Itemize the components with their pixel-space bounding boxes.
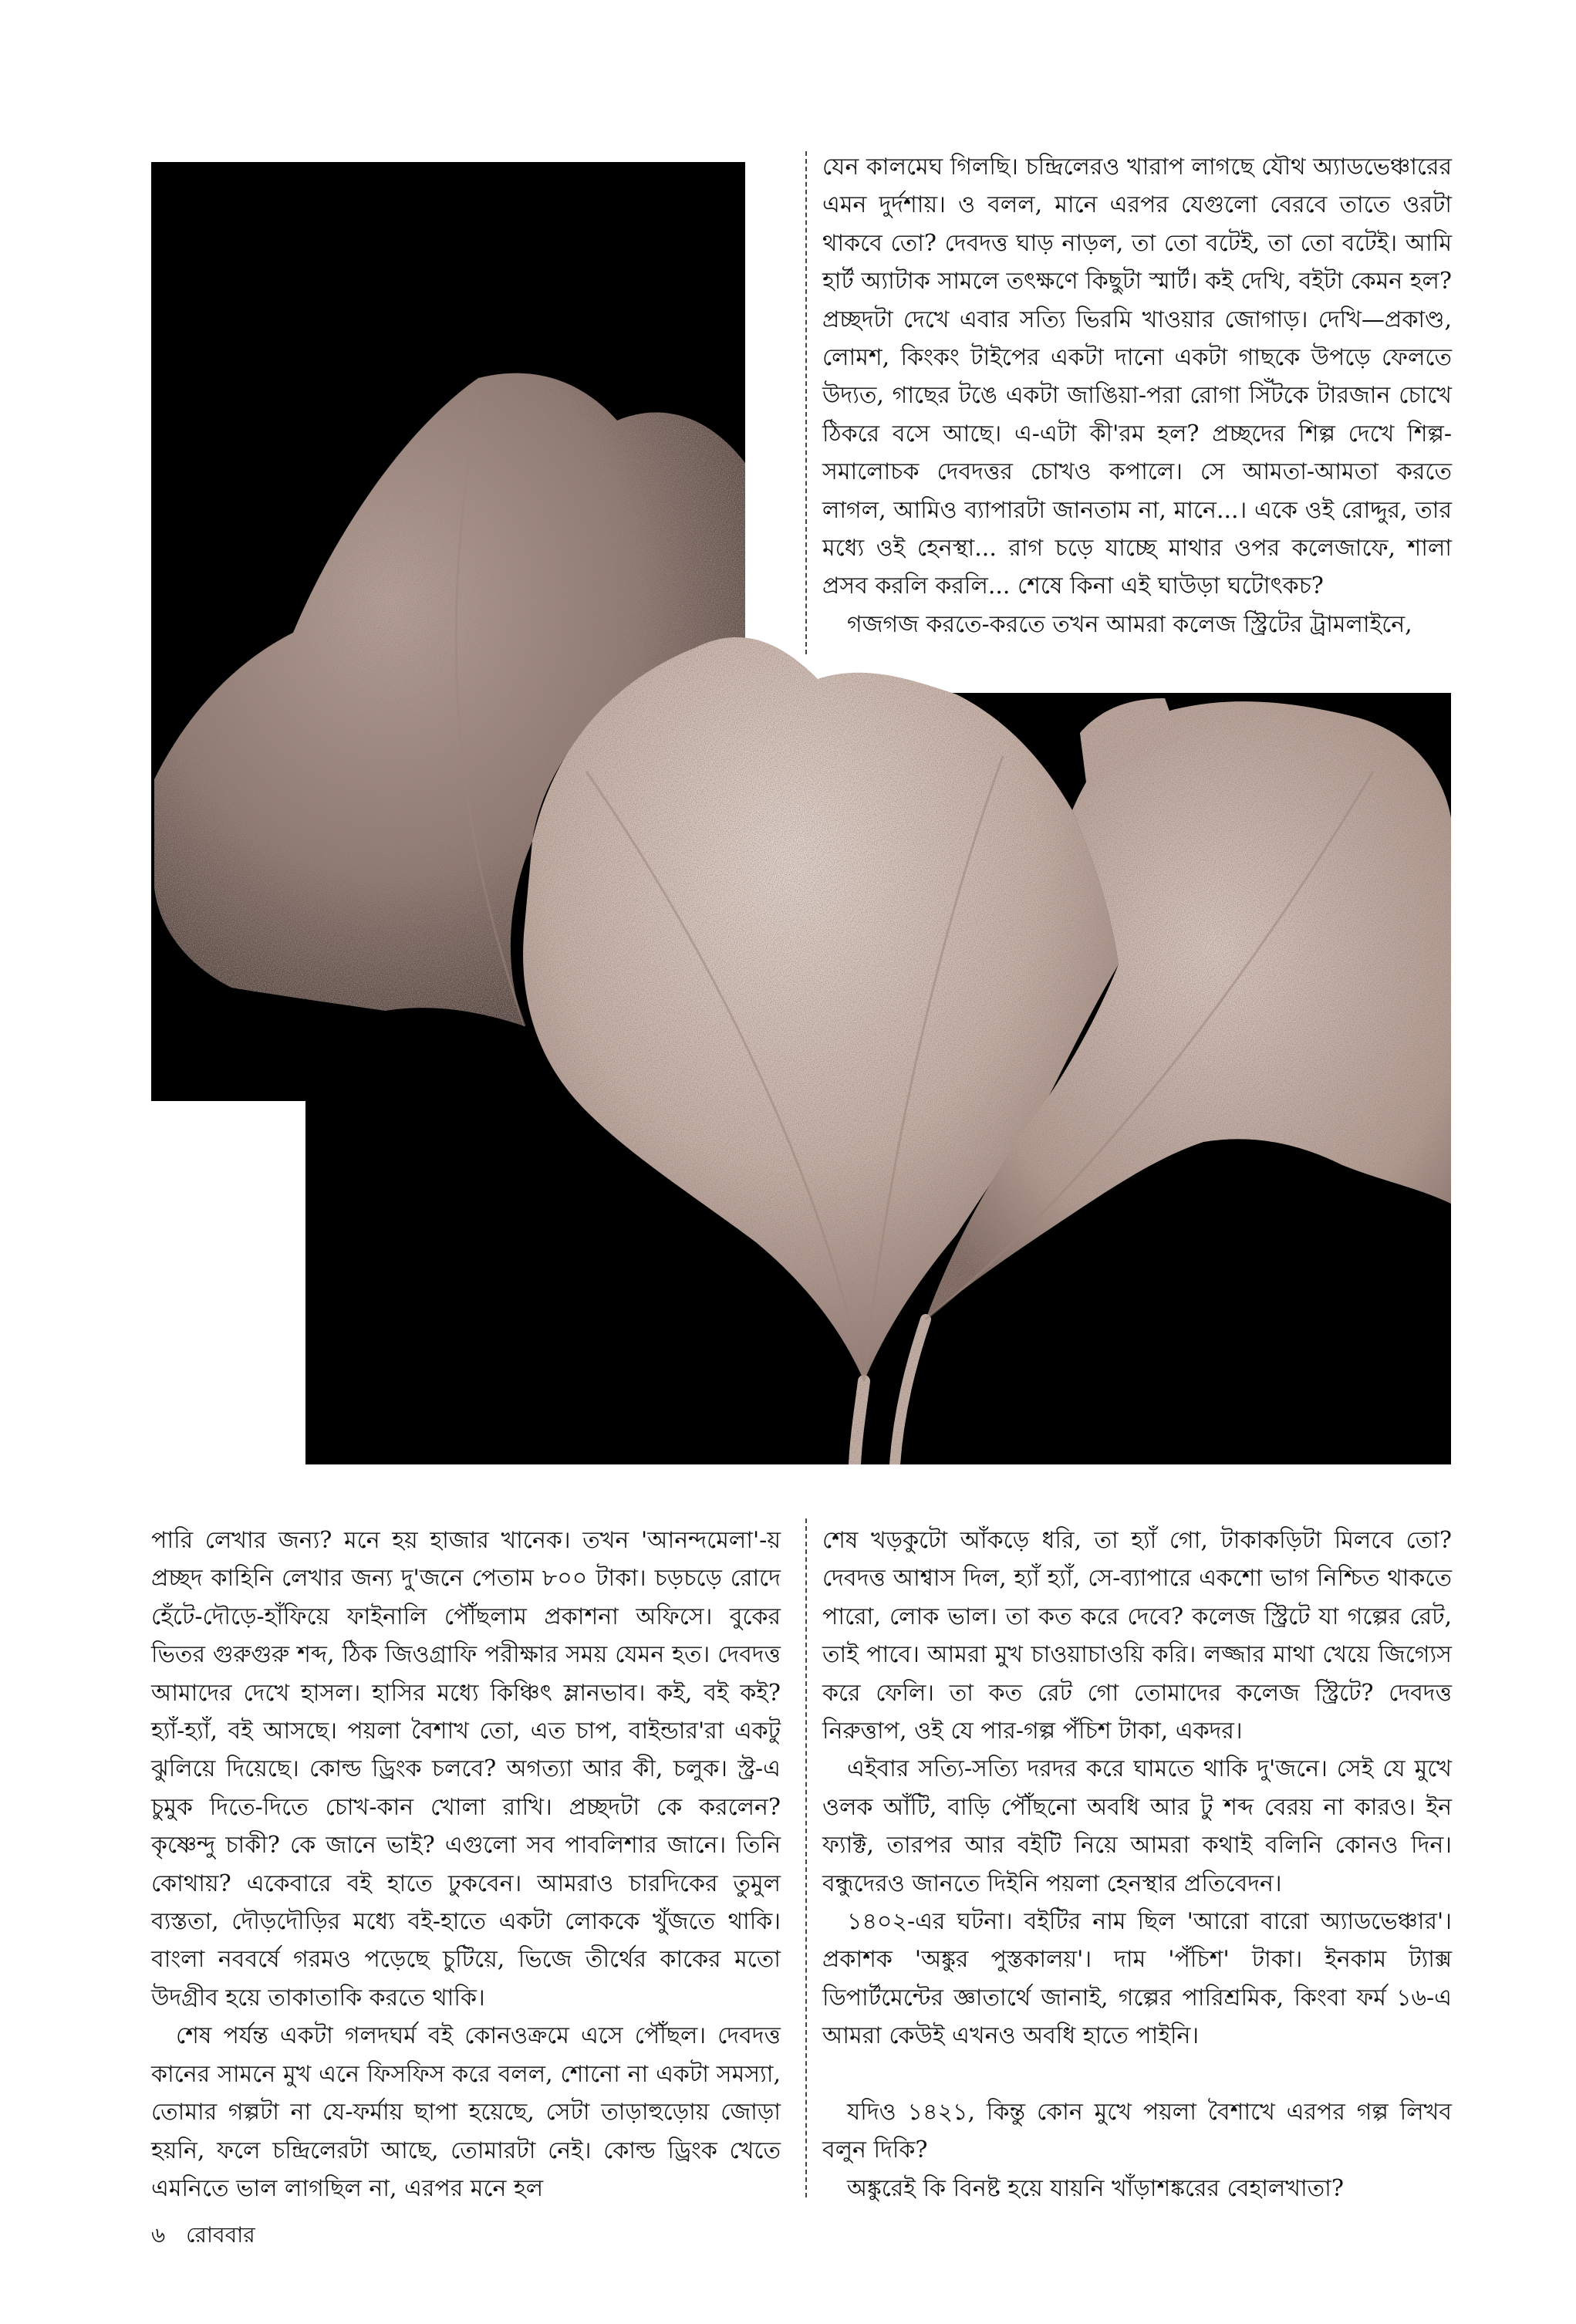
paragraph: যদিও ১৪২১, কিন্তু কোন মুখে পয়লা বৈশাখে এরপর গল্প লিখব বলুন দিকি?	[822, 2098, 1452, 2164]
paragraph: শেষ পর্যন্ত একটা গলদঘর্ম বই কোনওক্রমে এসে পৌঁছল। দেবদত্ত কানের সামনে মুখ এনে ফিসফিস করে বলল, শোনো না একটা সমস্যা, তোমার গল্পটা না যে-ফর্মায় ছাপা হয়েছে, সেটা তাড়াহুড়োয় জোড়া হয়নি, ফলে চন্দ্রিলেরটা আছে, তোমারটা নেই। কোল্ড ড্রিংক খেতে এমনিতে ভাল লাগছিল না, এরপর মনে হল	[151, 2022, 781, 2202]
paragraph: যেন কালমেঘ গিলছি। চন্দ্রিলেরও খারাপ লাগছে যৌথ অ্যাডভেঞ্চারের এমন দুর্দশায়। ও বলল, মানে এরপর যেগুলো বেরবে তাতে ওরটা থাকবে তো? দেবদত্ত ঘাড় নাড়ল, তা তো বটেই, তা তো বটেই। আমি হার্ট অ্যাটাক সামলে তৎক্ষণে কিছুটা স্মার্ট। কই দেখি, বইটা কেমন হল? প্রচ্ছদটা দেখে এবার সত্যি ভিরমি খাওয়ার জোগাড়। দেখি—প্রকাণ্ড, লোমশ, কিংকং টাইপের একটা দানো একটা গাছকে উপড়ে ফেলতে উদ্যত, গাছের টঙে একটা জাঙিয়া-পরা রোগা সিঁটকে টারজান চোখে ঠিকরে বসে আছে। এ-এটা কী'রম হল? প্রচ্ছদের শিল্প দেখে শিল্প-সমালোচক দেবদত্তর চোখও কপালে। সে আমতা-আমতা করতে লাগল, আমিও ব্যাপারটা জানতাম না, মানে...। একে ওই রোদ্দুর, তার মধ্যে ওই হেনস্থা... রাগ চড়ে যাচ্ছে মাথার ওপর কলেজাফে, শালা প্রসব করলি করলি... শেষে কিনা এই ঘাউড়া ঘটোৎকচ?	[822, 154, 1452, 600]
article-column-left	[151, 1522, 781, 2207]
article-column-top-right	[822, 148, 1452, 643]
column-divider-top	[805, 151, 807, 654]
article-column-right	[822, 1522, 1452, 2207]
paragraph: অঙ্কুরেই কি বিনষ্ট হয়ে যায়নি খাঁড়াশঙ্করের বেহালখাতা?	[847, 2174, 1344, 2202]
page-footer	[151, 2222, 269, 2248]
paragraph: শেষ খড়কুটো আঁকড়ে ধরি, তা হ্যাঁ গো, টাকাকড়িটা মিলবে তো? দেবদত্ত আশ্বাস দিল, হ্যাঁ হ্যাঁ, সে-ব্যাপারে একশো ভাগ নিশ্চিত থাকতে পারো, লোক ভাল। তা কত করে দেবে? কলেজ স্ট্রিটে যা গল্পের রেট, তাই পাবে। আমরা মুখ চাওয়াচাওয়ি করি। লজ্জার মাথা খেয়ে জিগ্যেস করে ফেলি। তা কত রেট গো তোমাদের কলেজ স্ট্রিটে? দেবদত্ত নিরুত্তাপ, ওই যে পার-গল্প পঁচিশ টাকা, একদর।	[822, 1527, 1452, 1745]
column-divider-bottom	[805, 1518, 807, 2197]
paragraph: এইবার সত্যি-সত্যি দরদর করে ঘামতে থাকি দু'জনে। সেই যে মুখে ওলক আঁটি, বাড়ি পৌঁছনো অবধি আর টু শব্দ বেরয় না কারও। ইন ফ্যাক্ট, তারপর আর বইটি নিয়ে আমরা কথাই বলিনি কোনও দিন। বন্ধুদেরও জানতে দিইনি পয়লা হেনস্থার প্রতিবেদন।	[822, 1755, 1452, 1897]
paragraph: গজগজ করতে-করতে তখন আমরা কলেজ স্ট্রিটের ট্রামলাইনে,	[847, 610, 1412, 638]
page-number: ৬	[151, 2222, 166, 2248]
paragraph: ১৪০২-এর ঘটনা। বইটির নাম ছিল 'আরো বারো অ্যাডভেঞ্চার'। প্রকাশক 'অঙ্কুর পুস্তকালয়'। দাম 'পঁচিশ' টাকা। ইনকাম ট্যাক্স ডিপার্টমেন্টের জ্ঞাতার্থে জানাই, গল্পের পারিশ্রমিক, কিংবা ফর্ম ১৬-এ আমরা কেউই এখনও অবধি হাতে পাইনি।	[822, 1908, 1452, 2050]
magazine-name: রোববার	[186, 2222, 255, 2248]
paragraph: পারি লেখার জন্য? মনে হয় হাজার খানেক। তখন 'আনন্দমেলা'-য় প্রচ্ছদ কাহিনি লেখার জন্য দু'জনে পেতাম ৮০০ টাকা। চড়চড়ে রোদে হেঁটে-দৌড়ে-হাঁফিয়ে ফাইনালি পৌঁছলাম প্রকাশনা অফিসে। বুকের ভিতর গুরুগুরু শব্দ, ঠিক জিওগ্রাফি পরীক্ষার সময় যেমন হত। দেবদত্ত আমাদের দেখে হাসল। হাসির মধ্যে কিঞ্চিৎ ম্লানভাব। কই, বই কই? হ্যাঁ-হ্যাঁ, বই আসছে। পয়লা বৈশাখ তো, এত চাপ, বাইন্ডার'রা একটু ঝুলিয়ে দিয়েছে। কোল্ড ড্রিংক চলবে? অগত্যা আর কী, চলুক। স্ট্র-এ চুমুক দিতে-দিতে চোখ-কান খোলা রাখি। প্রচ্ছদটা কে করলেন? কৃষ্ণেন্দু চাকী? কে জানে ভাই? এগুলো সব পাবলিশার জানে। তিনি কোথায়? একেবারে বই হাতে ঢুকবেন। আমরাও চারদিকের তুমুল ব্যস্ততা, দৌড়দৌড়ির মধ্যে বই-হাতে একটা লোককে খুঁজতে থাকি। বাংলা নববর্ষে গরমও পড়েছে চুটিয়ে, ভিজে তীর্থের কাকের মতো উদগ্রীব হয়ে তাকাতাকি করতে থাকি।	[151, 1527, 781, 2012]
